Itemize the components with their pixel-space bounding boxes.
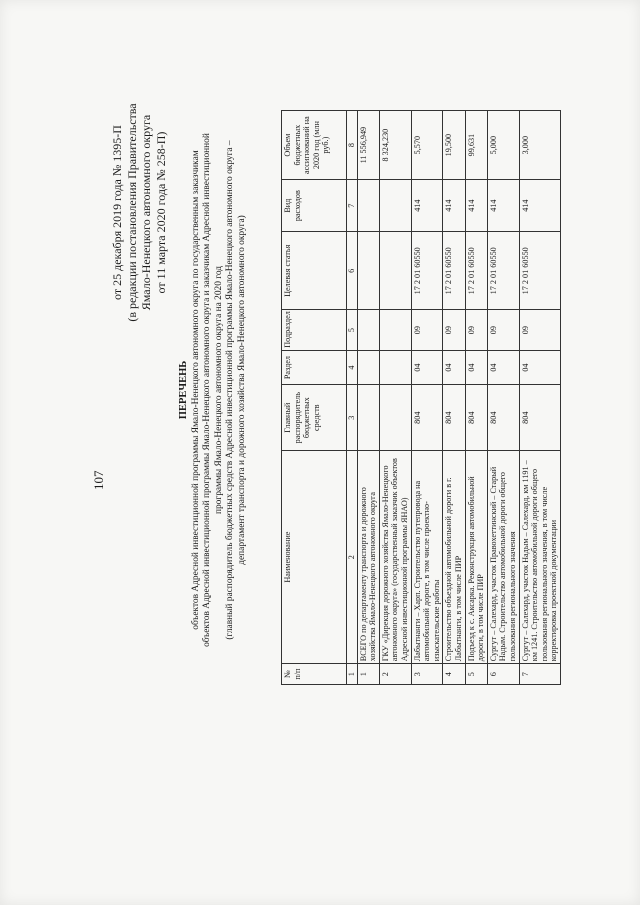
subtitle-line: департамент транспорта и дорожного хозяйства Ямало-Ненецкого автономного округа) — [236, 215, 247, 565]
row-name: Лабытнанги – Харп. Строительство путепровода на автомобильной дороге, в том числе проектно-изыскательские работы — [411, 451, 443, 664]
row-expense-type: 414 — [519, 180, 560, 232]
row-name: Строительство объездной автомобильной дороги в г. Лабытнанги, в том числе ПИР — [443, 451, 465, 664]
reference-line: Ямало-Ненецкого автономного округа — [139, 114, 153, 311]
row-num: 3 — [411, 664, 443, 685]
column-number: 1 — [347, 664, 358, 685]
row-name: Сургут – Салехард, участок Правохеттинский – Старый Надым. Строительство автомобильной дороги общего пользования регионального значения — [487, 451, 519, 664]
header-num: № п/п — [282, 664, 347, 685]
row-razdel — [379, 350, 411, 385]
row-amount: 5,570 — [411, 111, 443, 180]
column-number: 4 — [347, 350, 358, 385]
row-expense-type: 414 — [487, 180, 519, 232]
header-grbs: Главный распорядитель бюджетных средств — [282, 385, 347, 451]
row-expense-type — [379, 180, 411, 232]
column-number-row — [347, 111, 358, 685]
row-podrazdel: 09 — [443, 310, 465, 350]
row-expense-type: 414 — [443, 180, 465, 232]
row-podrazdel: 09 — [487, 310, 519, 350]
row-podrazdel: 09 — [519, 310, 560, 350]
row-podrazdel — [379, 310, 411, 350]
rotated-page — [86, 90, 559, 690]
header-target-item: Целевая статья — [282, 232, 347, 310]
row-amount: 5,000 — [487, 111, 519, 180]
table-row — [379, 111, 411, 685]
table-row — [519, 111, 560, 685]
column-number: 7 — [347, 180, 358, 232]
row-grbs — [379, 385, 411, 451]
row-razdel: 04 — [487, 350, 519, 385]
row-name: ВСЕГО по департаменту транспорта и дорожного хозяйства Ямало-Ненецкого автономного округа — [357, 451, 379, 664]
document-title-block — [178, 90, 248, 690]
row-target-item — [379, 232, 411, 310]
row-num: 7 — [519, 664, 560, 685]
row-name: Подъезд к с. Аксарка. Реконструкция автомобильной дороги, в том числе ПИР — [465, 451, 487, 664]
subtitle-line: объектов Адресной инвестиционной программы Ямало-Ненецкого автономного округа и заказчикам Адресной инвестиционной — [202, 133, 212, 647]
row-razdel: 04 — [519, 350, 560, 385]
document-title: ПЕРЕЧЕНЬ — [178, 360, 189, 420]
row-razdel: 04 — [411, 350, 443, 385]
row-target-item: 17 2 01 60550 — [411, 232, 443, 310]
row-target-item: 17 2 01 60550 — [487, 232, 519, 310]
row-grbs — [357, 385, 379, 451]
row-target-item: 17 2 01 60550 — [465, 232, 487, 310]
row-target-item — [357, 232, 379, 310]
row-razdel — [357, 350, 379, 385]
row-podrazdel: 09 — [465, 310, 487, 350]
row-target-item: 17 2 01 60550 — [443, 232, 465, 310]
subtitle-line: объектов Адресной инвестиционной программы Ямало-Ненецкого автономного округа по государственным заказчикам — [190, 150, 201, 630]
row-podrazdel — [357, 310, 379, 350]
subtitle-line: программы Ямало-Ненецкого автономного округа на 2020 год — [213, 265, 224, 515]
row-name: ГКУ «Дирекция дорожного хозяйства Ямало-Ненецкого автономного округа» (государственный заказчик объектов Адресной инвестиционной программы ЯНАО) — [379, 451, 411, 664]
row-target-item: 17 2 01 60550 — [519, 232, 560, 310]
column-number: 6 — [347, 232, 358, 310]
row-amount: 19,500 — [443, 111, 465, 180]
reference-line: от 25 декабря 2019 года № 1395-П — [110, 125, 124, 300]
column-number: 5 — [347, 310, 358, 350]
header-name: Наименование — [282, 451, 347, 664]
table-row — [411, 111, 443, 685]
table-row — [465, 111, 487, 685]
row-razdel: 04 — [443, 350, 465, 385]
header-amount: Объем бюджетных ассигнований на 2020 год (млн руб.) — [282, 111, 347, 180]
row-num: 1 — [357, 664, 379, 685]
subtitle-line: (главный распорядитель бюджетных средств Адресной инвестиционной программы Ямало-Ненецкого автономного округа – — [225, 140, 235, 640]
row-amount: 8 324,230 — [379, 111, 411, 180]
row-name: Сургут – Салехард, участок Надым – Салехард, км 1191 – км 1241. Строительство автомобильной дороги общего пользования регионального значения, в том числе корректировка проектной документации — [519, 451, 560, 664]
row-amount: 3,000 — [519, 111, 560, 180]
table-row — [487, 111, 519, 685]
row-podrazdel: 09 — [411, 310, 443, 350]
table-body — [357, 111, 560, 685]
column-number: 8 — [347, 111, 358, 180]
row-expense-type: 414 — [411, 180, 443, 232]
row-amount: 99,631 — [465, 111, 487, 180]
row-grbs: 804 — [465, 385, 487, 451]
header-razdel: Раздел — [282, 350, 347, 385]
row-grbs: 804 — [519, 385, 560, 451]
row-amount: 11 556,949 — [357, 111, 379, 180]
header-podrazdel: Подраздел — [282, 310, 347, 350]
objects-table — [281, 110, 561, 685]
row-grbs: 804 — [487, 385, 519, 451]
row-razdel: 04 — [465, 350, 487, 385]
row-expense-type: 414 — [465, 180, 487, 232]
row-grbs: 804 — [443, 385, 465, 451]
reference-line: (в редакции постановления Правительства — [124, 103, 139, 322]
row-expense-type — [357, 180, 379, 232]
table-row — [357, 111, 379, 685]
page-number: 107 — [91, 470, 106, 490]
column-number: 3 — [347, 385, 358, 451]
row-num: 2 — [379, 664, 411, 685]
table-header-row — [282, 111, 347, 685]
column-number: 2 — [347, 451, 358, 664]
table-row — [443, 111, 465, 685]
resolution-reference — [110, 100, 168, 325]
row-num: 6 — [487, 664, 519, 685]
row-grbs: 804 — [411, 385, 443, 451]
reference-line: от 11 марта 2020 года № 258-П) — [153, 131, 168, 294]
header-expense-type: Вид расходов — [282, 180, 347, 232]
row-num: 4 — [443, 664, 465, 685]
row-num: 5 — [465, 664, 487, 685]
